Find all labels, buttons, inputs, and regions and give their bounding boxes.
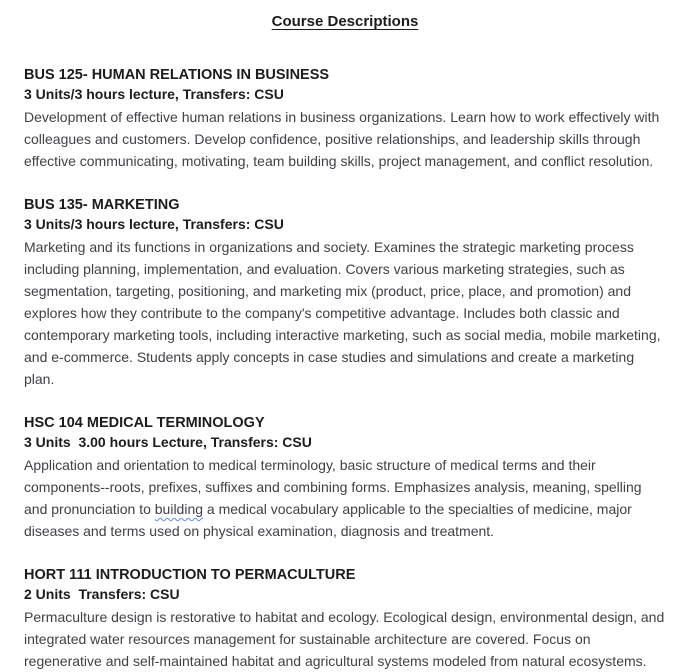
course-description: Permaculture design is restorative to habitat and ecology. Ecological design, environmental design, and integrated water resources management for sustainable architecture are covered. Focus on regenerative and self-maintained habitat and agricultural systems modeled from natural ecosystems. [24, 609, 665, 669]
course-title: BUS 135- MARKETING [24, 197, 180, 213]
course-block [24, 66, 666, 172]
course-units: 3 Units/3 hours lecture, Transfers: CSU [24, 216, 284, 232]
course-units: 2 Units Transfers: CSU [24, 586, 180, 602]
course-block [24, 566, 666, 672]
course-units: 3 Units 3.00 hours Lecture, Transfers: CSU [24, 434, 312, 450]
grammar-flagged-word: building [154, 501, 204, 517]
course-description: Marketing and its functions in organizations and society. Examines the strategic marketing process including planning, implementation, and evaluation. Covers various marketing strategies, such as segmentation, targeting, positioning, and marketing mix (product, price, place, and promotion) and explores how they contribute to the company's competitive advantage. Includes both classic and contemporary marketing tools, including interactive marketing, such as social media, mobile marketing, and e-commerce. Students apply concepts in case studies and simulations and create a marketing plan. [24, 239, 661, 387]
course-block [24, 196, 666, 390]
course-title: BUS 125- HUMAN RELATIONS IN BUSINESS [24, 67, 330, 83]
course-units: 3 Units/3 hours lecture, Transfers: CSU [24, 86, 284, 102]
course-title: HSC 104 MEDICAL TERMINOLOGY [24, 415, 265, 431]
page-title: Course Descriptions [271, 13, 419, 30]
course-block [24, 414, 666, 542]
course-description: Development of effective human relations in business organizations. Learn how to work effectively with colleagues and customers. Develop confidence, positive relationships, and leadership skills through effective communicating, motivating, team building skills, project management, and conflict resolution. [24, 109, 660, 169]
course-description: Application and orientation to medical terminology, basic structure of medical terms and their components--roots, prefixes, suffixes and combining forms. Emphasizes analysis, meaning, spelling and pronunciation to building a medical vocabulary applicable to the specialties of medicine, major diseases and terms used on physical examination, diagnosis and treatment. [24, 457, 642, 539]
course-title: HORT 111 INTRODUCTION TO PERMACULTURE [24, 567, 356, 583]
